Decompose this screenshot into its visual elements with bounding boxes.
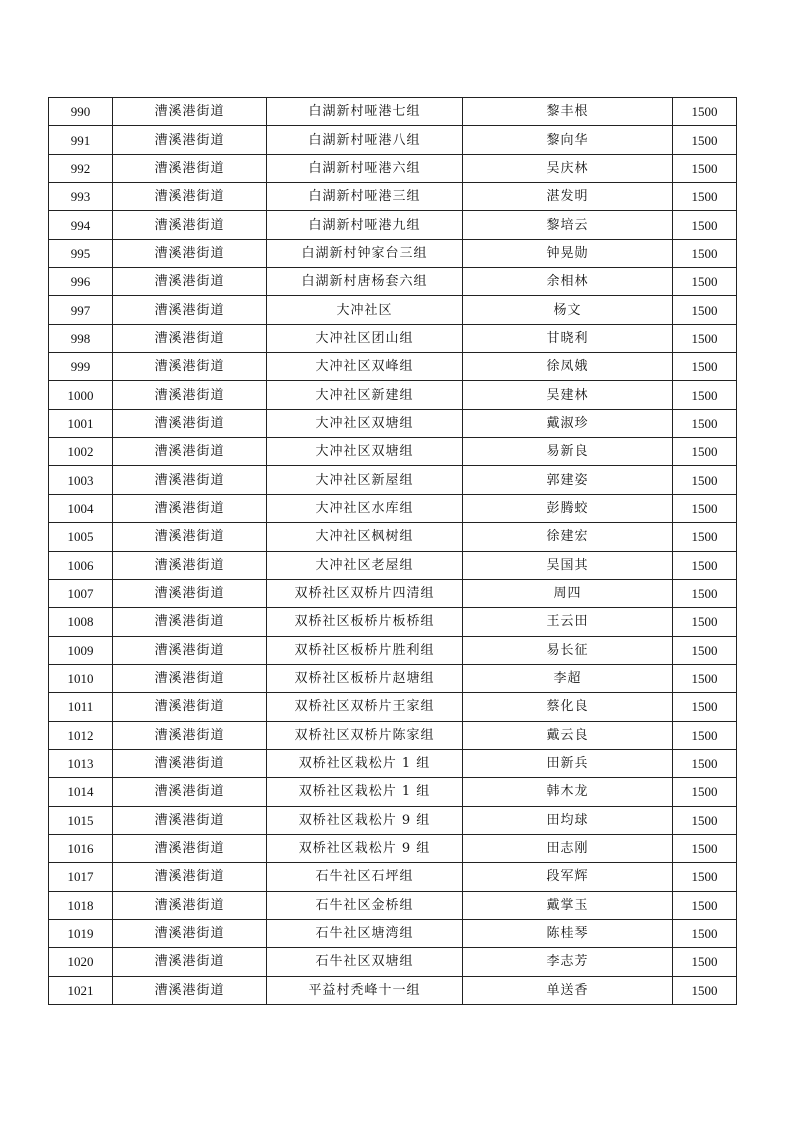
amount-cell: 1500 [673,183,737,211]
table-row [49,324,737,352]
row-number-cell: 990 [49,98,113,126]
person-name-cell: 单送香 [463,976,673,1004]
amount-cell: 1500 [673,381,737,409]
row-number-cell: 1006 [49,551,113,579]
community-group-cell: 双桥社区板桥片板桥组 [267,608,463,636]
table-row [49,919,737,947]
person-name-cell: 蔡化良 [463,693,673,721]
amount-cell: 1500 [673,523,737,551]
amount-cell: 1500 [673,438,737,466]
community-group-cell: 大冲社区团山组 [267,324,463,352]
street-name-cell: 漕溪港街道 [113,324,267,352]
table-row [49,579,737,607]
table-row [49,834,737,862]
street-name-cell: 漕溪港街道 [113,239,267,267]
community-group-cell: 双桥社区板桥片胜利组 [267,636,463,664]
community-group-cell: 白湖新村哑港六组 [267,154,463,182]
community-group-cell: 白湖新村哑港八组 [267,126,463,154]
person-name-cell: 李志芳 [463,948,673,976]
community-group-cell: 白湖新村哑港七组 [267,98,463,126]
community-group-cell: 石牛社区石坪组 [267,863,463,891]
person-name-cell: 李超 [463,664,673,692]
community-group-cell: 大冲社区双峰组 [267,353,463,381]
community-group-cell: 石牛社区金桥组 [267,891,463,919]
amount-cell: 1500 [673,863,737,891]
table-row [49,98,737,126]
table-row [49,126,737,154]
table-row [49,551,737,579]
amount-cell: 1500 [673,296,737,324]
street-name-cell: 漕溪港街道 [113,891,267,919]
table-row [49,693,737,721]
person-name-cell: 王云田 [463,608,673,636]
amount-cell: 1500 [673,636,737,664]
person-name-cell: 陈桂琴 [463,919,673,947]
person-name-cell: 钟晃勋 [463,239,673,267]
community-group-cell: 大冲社区水库组 [267,494,463,522]
person-name-cell: 彭腾蛟 [463,494,673,522]
table-row [49,409,737,437]
person-name-cell: 甘晓利 [463,324,673,352]
street-name-cell: 漕溪港街道 [113,778,267,806]
row-number-cell: 1004 [49,494,113,522]
row-number-cell: 1021 [49,976,113,1004]
table-row [49,239,737,267]
community-group-cell: 大冲社区新屋组 [267,466,463,494]
table-row [49,778,737,806]
amount-cell: 1500 [673,324,737,352]
street-name-cell: 漕溪港街道 [113,579,267,607]
row-number-cell: 1014 [49,778,113,806]
person-name-cell: 吴建林 [463,381,673,409]
roster-table [48,97,737,1005]
amount-cell: 1500 [673,466,737,494]
community-group-cell: 白湖新村哑港三组 [267,183,463,211]
community-group-cell: 双桥社区双桥片陈家组 [267,721,463,749]
community-group-cell: 双桥社区栽松片 1 组 [267,778,463,806]
person-name-cell: 田新兵 [463,749,673,777]
person-name-cell: 易长征 [463,636,673,664]
row-number-cell: 1017 [49,863,113,891]
street-name-cell: 漕溪港街道 [113,494,267,522]
row-number-cell: 1005 [49,523,113,551]
table-row [49,154,737,182]
amount-cell: 1500 [673,693,737,721]
row-number-cell: 994 [49,211,113,239]
street-name-cell: 漕溪港街道 [113,353,267,381]
community-group-cell: 双桥社区双桥片王家组 [267,693,463,721]
amount-cell: 1500 [673,579,737,607]
row-number-cell: 1016 [49,834,113,862]
community-group-cell: 双桥社区双桥片四清组 [267,579,463,607]
street-name-cell: 漕溪港街道 [113,608,267,636]
person-name-cell: 韩木龙 [463,778,673,806]
person-name-cell: 郭建姿 [463,466,673,494]
table-row [49,948,737,976]
row-number-cell: 1002 [49,438,113,466]
street-name-cell: 漕溪港街道 [113,126,267,154]
amount-cell: 1500 [673,778,737,806]
table-row [49,863,737,891]
row-number-cell: 993 [49,183,113,211]
table-row [49,608,737,636]
street-name-cell: 漕溪港街道 [113,806,267,834]
amount-cell: 1500 [673,98,737,126]
street-name-cell: 漕溪港街道 [113,721,267,749]
amount-cell: 1500 [673,551,737,579]
amount-cell: 1500 [673,268,737,296]
amount-cell: 1500 [673,409,737,437]
street-name-cell: 漕溪港街道 [113,523,267,551]
street-name-cell: 漕溪港街道 [113,948,267,976]
roster-body [49,98,737,1005]
table-row [49,353,737,381]
row-number-cell: 996 [49,268,113,296]
row-number-cell: 1010 [49,664,113,692]
amount-cell: 1500 [673,239,737,267]
street-name-cell: 漕溪港街道 [113,693,267,721]
community-group-cell: 大冲社区老屋组 [267,551,463,579]
row-number-cell: 995 [49,239,113,267]
person-name-cell: 黎丰根 [463,98,673,126]
street-name-cell: 漕溪港街道 [113,551,267,579]
table-row [49,211,737,239]
community-group-cell: 大冲社区 [267,296,463,324]
community-group-cell: 大冲社区双塘组 [267,409,463,437]
row-number-cell: 1009 [49,636,113,664]
row-number-cell: 1018 [49,891,113,919]
table-row [49,806,737,834]
row-number-cell: 998 [49,324,113,352]
person-name-cell: 易新良 [463,438,673,466]
row-number-cell: 1007 [49,579,113,607]
table-row [49,891,737,919]
community-group-cell: 双桥社区栽松片 1 组 [267,749,463,777]
street-name-cell: 漕溪港街道 [113,268,267,296]
row-number-cell: 997 [49,296,113,324]
row-number-cell: 999 [49,353,113,381]
amount-cell: 1500 [673,126,737,154]
street-name-cell: 漕溪港街道 [113,749,267,777]
person-name-cell: 杨文 [463,296,673,324]
person-name-cell: 徐凤娥 [463,353,673,381]
street-name-cell: 漕溪港街道 [113,976,267,1004]
amount-cell: 1500 [673,353,737,381]
table-row [49,749,737,777]
person-name-cell: 戴云良 [463,721,673,749]
amount-cell: 1500 [673,891,737,919]
community-group-cell: 石牛社区塘湾组 [267,919,463,947]
community-group-cell: 双桥社区板桥片赵塘组 [267,664,463,692]
amount-cell: 1500 [673,494,737,522]
street-name-cell: 漕溪港街道 [113,919,267,947]
amount-cell: 1500 [673,919,737,947]
table-row [49,494,737,522]
amount-cell: 1500 [673,976,737,1004]
row-number-cell: 1020 [49,948,113,976]
person-name-cell: 黎向华 [463,126,673,154]
table-row [49,466,737,494]
street-name-cell: 漕溪港街道 [113,636,267,664]
row-number-cell: 1001 [49,409,113,437]
row-number-cell: 1013 [49,749,113,777]
amount-cell: 1500 [673,211,737,239]
person-name-cell: 戴掌玉 [463,891,673,919]
table-row [49,636,737,664]
street-name-cell: 漕溪港街道 [113,183,267,211]
person-name-cell: 徐建宏 [463,523,673,551]
street-name-cell: 漕溪港街道 [113,381,267,409]
community-group-cell: 平益村秃峰十一组 [267,976,463,1004]
row-number-cell: 992 [49,154,113,182]
community-group-cell: 大冲社区新建组 [267,381,463,409]
table-row [49,268,737,296]
person-name-cell: 戴淑珍 [463,409,673,437]
community-group-cell: 白湖新村唐杨套六组 [267,268,463,296]
amount-cell: 1500 [673,608,737,636]
row-number-cell: 1000 [49,381,113,409]
amount-cell: 1500 [673,806,737,834]
person-name-cell: 田均球 [463,806,673,834]
street-name-cell: 漕溪港街道 [113,98,267,126]
community-group-cell: 白湖新村钟家台三组 [267,239,463,267]
table-row [49,976,737,1004]
street-name-cell: 漕溪港街道 [113,296,267,324]
table-row [49,381,737,409]
person-name-cell: 黎培云 [463,211,673,239]
person-name-cell: 段军辉 [463,863,673,891]
table-row [49,438,737,466]
amount-cell: 1500 [673,948,737,976]
street-name-cell: 漕溪港街道 [113,863,267,891]
street-name-cell: 漕溪港街道 [113,154,267,182]
table-row [49,296,737,324]
amount-cell: 1500 [673,154,737,182]
street-name-cell: 漕溪港街道 [113,466,267,494]
community-group-cell: 石牛社区双塘组 [267,948,463,976]
row-number-cell: 1015 [49,806,113,834]
person-name-cell: 吴庆林 [463,154,673,182]
amount-cell: 1500 [673,721,737,749]
row-number-cell: 1019 [49,919,113,947]
street-name-cell: 漕溪港街道 [113,664,267,692]
person-name-cell: 余相林 [463,268,673,296]
community-group-cell: 双桥社区栽松片 9 组 [267,806,463,834]
row-number-cell: 1012 [49,721,113,749]
table-row [49,183,737,211]
table-row [49,721,737,749]
person-name-cell: 周四 [463,579,673,607]
table-row [49,664,737,692]
person-name-cell: 吴国其 [463,551,673,579]
street-name-cell: 漕溪港街道 [113,409,267,437]
row-number-cell: 1003 [49,466,113,494]
person-name-cell: 湛发明 [463,183,673,211]
row-number-cell: 1008 [49,608,113,636]
street-name-cell: 漕溪港街道 [113,834,267,862]
row-number-cell: 1011 [49,693,113,721]
amount-cell: 1500 [673,834,737,862]
community-group-cell: 双桥社区栽松片 9 组 [267,834,463,862]
community-group-cell: 大冲社区双塘组 [267,438,463,466]
community-group-cell: 白湖新村哑港九组 [267,211,463,239]
street-name-cell: 漕溪港街道 [113,438,267,466]
street-name-cell: 漕溪港街道 [113,211,267,239]
row-number-cell: 991 [49,126,113,154]
amount-cell: 1500 [673,749,737,777]
person-name-cell: 田志刚 [463,834,673,862]
community-group-cell: 大冲社区枫树组 [267,523,463,551]
table-row [49,523,737,551]
amount-cell: 1500 [673,664,737,692]
